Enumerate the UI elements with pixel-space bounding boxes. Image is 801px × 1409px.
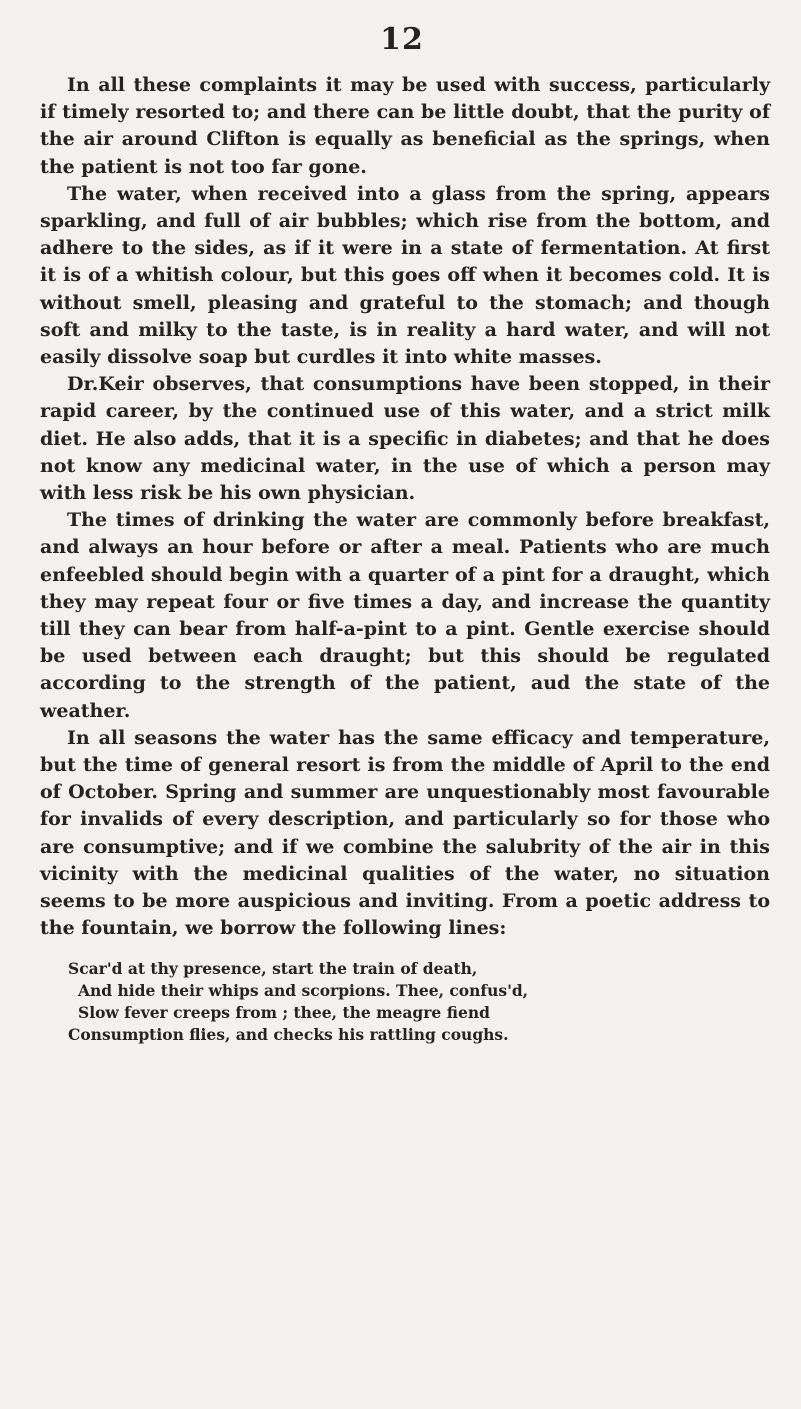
poem-line: Slow fever creeps from ; thee, the meagre fiend	[78, 1002, 490, 1022]
main-text	[40, 72, 770, 1046]
poem-line: Consumption flies, and checks his rattling coughs.	[68, 1024, 509, 1044]
poem-line: And hide their whips and scorpions. Thee, confus'd,	[78, 980, 529, 1000]
paragraph-drinking-times: The times of drinking the water are commonly before breakfast, and always an hour before or after a meal. Patients who are much enfeebled should begin with a quarter of a pint for a draught, which they may repeat four or five times a day, and increase the quantity till they can bear from half-a-pint to a pint. Gentle exercise should be used between each draught; but this should be regulated according to the strength of the patient, aud the state of the weather.	[40, 509, 770, 722]
poem-quotation	[40, 958, 770, 1046]
paragraph-water-description: The water, when received into a glass from the spring, appears sparkling, and full of air bubbles; which rise from the bottom, and adhere to the sides, as if it were in a state of fermentation. At first it is of a whitish colour, but this goes off when it becomes cold. It is without smell, pleasing and grateful to the stomach; and though soft and milky to the taste, is in reality a hard water, and will not easily dissolve soap but curdles it into white masses.	[40, 182, 770, 369]
page-number: 12	[380, 22, 424, 57]
paragraph-complaints: In all these complaints it may be used with success, particularly if timely resorted to; and there can be little doubt, that the purity of the air around Clifton is equally as beneficial as the springs, when the patient is not too far gone.	[40, 74, 770, 178]
paragraph-dr-keir: Dr.Keir observes, that consumptions have been stopped, in their rapid career, by the continued use of this water, and a strict milk diet. He also adds, that it is a specific in diabetes; and that he does not know any medicinal water, in the use of which a person may with less risk be his own physician.	[40, 373, 770, 505]
poem-line: Scar'd at thy presence, start the train of death,	[68, 958, 478, 978]
paragraph-seasons: In all seasons the water has the same efficacy and temperature, but the time of general resort is from the middle of April to the end of October. Spring and summer are unquestionably most favourable for invalids of every description, and particularly so for those who are consumptive; and if we combine the salubrity of the air in this vicinity with the medicinal qualities of the water, no situation seems to be more auspicious and inviting. From a poetic address to the fountain, we borrow the following lines:	[40, 726, 770, 940]
